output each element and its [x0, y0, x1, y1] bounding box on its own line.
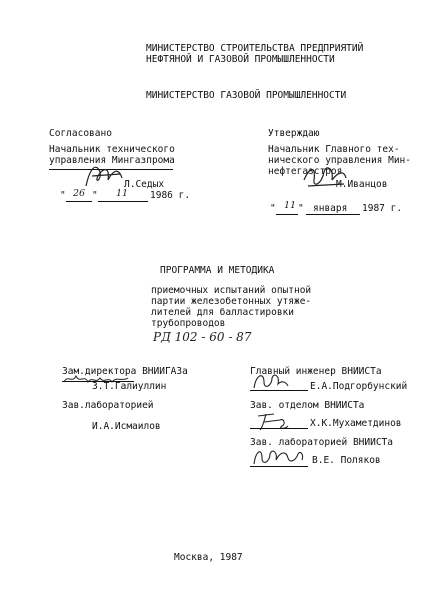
approved-year: 1987 г.: [362, 203, 403, 214]
approved-month: января: [313, 203, 348, 214]
right-signature-podgorbunsky: [250, 370, 290, 392]
approved-quote-open: ": [270, 203, 276, 214]
right-signature-underline-1: [250, 390, 308, 391]
right-role-lab-head: Зав. лабораторией ВНИИСТа: [250, 437, 393, 448]
left-role-lab-head: Зав.лабораторией: [62, 400, 154, 411]
agreed-month: 11: [116, 188, 129, 199]
right-name-mukhametdinov: Х.К.Мухаметдинов: [310, 418, 402, 429]
right-name-polyakov: В.Е. Поляков: [312, 455, 381, 466]
agreed-quote-open: ": [60, 190, 66, 201]
ministry-title-line1: МИНИСТЕРСТВО СТРОИТЕЛЬСТВА ПРЕДПРИЯТИЙ: [146, 43, 364, 54]
program-subtitle-line2: партии железобетонных утяже-: [151, 296, 312, 307]
footer-city-year: Москва, 1987: [174, 552, 243, 563]
agreed-title: Согласовано: [49, 128, 112, 139]
left-role-deputy-director: Зам.директора ВНИИГАЗа: [62, 366, 188, 377]
program-subtitle-line1: приемочных испытаний опытной: [151, 285, 312, 296]
agreed-position-line1: Начальник технического: [49, 144, 175, 155]
approved-day: 11: [284, 200, 297, 211]
approved-day-underline: [276, 214, 298, 215]
agreed-day-underline: [66, 201, 92, 202]
right-role-department-head: Зав. отделом ВНИИСТа: [250, 400, 365, 411]
document-code: РД 102 - 60 - 87: [153, 330, 252, 344]
approved-title: Утверждаю: [268, 128, 320, 139]
right-signature-polyakov: [250, 444, 306, 468]
left-name-galiullin: З.Т.Галиуллин: [92, 381, 167, 392]
agreed-day: 26: [73, 188, 86, 199]
program-subtitle-line4: трубопроводов: [151, 318, 226, 329]
agreed-position-line2: управления Мингазпрома: [49, 155, 175, 166]
approved-position-line3: нефтегазстроя: [268, 166, 343, 177]
agreed-name: Л.Седых: [124, 179, 165, 190]
right-signature-underline-3: [250, 466, 308, 467]
left-name-ismailov: И.А.Исмаилов: [92, 421, 161, 432]
right-name-podgorbunsky: Е.А.Подгорбунский: [310, 381, 408, 392]
agreed-year: 1986 г.: [150, 190, 191, 201]
agreed-quote-close: ": [92, 190, 98, 201]
approved-position-line1: Начальник Главного тех-: [268, 144, 400, 155]
right-role-chief-engineer: Главный инженер ВНИИСТа: [250, 366, 382, 377]
program-title: ПРОГРАММА И МЕТОДИКА: [160, 265, 275, 276]
program-subtitle-line3: лителей для балластировки: [151, 307, 294, 318]
approved-quote-close: ": [298, 203, 304, 214]
ministry-gas-title: МИНИСТЕРСТВО ГАЗОВОЙ ПРОМЫШЛЕННОСТИ: [146, 90, 347, 101]
approved-name: М.Иванцов: [336, 179, 388, 190]
approved-month-underline: [306, 214, 360, 215]
approved-position-line2: нического управления Мин-: [268, 155, 411, 166]
agreed-signature: [82, 158, 130, 192]
right-signature-underline-2: [250, 428, 308, 429]
ministry-title-line2: НЕФТЯНОЙ И ГАЗОВОЙ ПРОМЫШЛЕННОСТИ: [146, 54, 335, 65]
agreed-month-underline: [98, 201, 148, 202]
